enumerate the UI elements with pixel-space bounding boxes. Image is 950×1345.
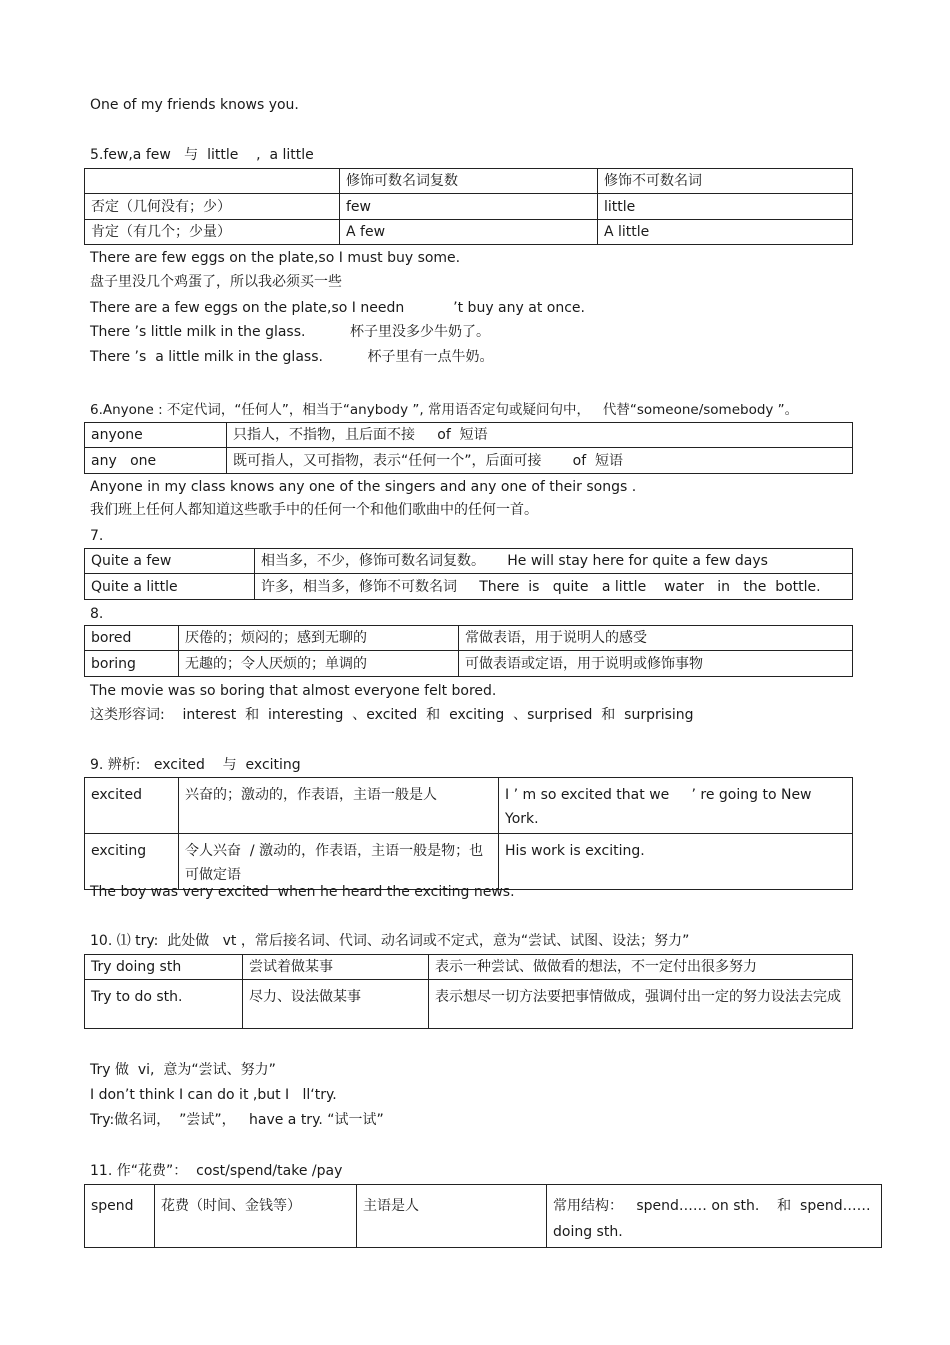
body-line: There are a few eggs on the plate,so I needn ’t buy any at once.: [90, 300, 585, 316]
table-cell: 否定（几何没有；少）: [85, 194, 340, 220]
table-cell: 兴奋的；激动的，作表语，主语一般是人: [179, 778, 499, 834]
table-cell: 无趣的；令人厌烦的；单调的: [179, 651, 459, 677]
table-cell: 许多，相当多，修饰不可数名词 There is quite a little water in the bottle.: [255, 574, 853, 600]
body-line: The movie was so boring that almost everyone felt bored.: [90, 683, 497, 699]
table-row: [85, 574, 853, 600]
section-6-table: [84, 422, 853, 474]
table-cell: A little: [598, 220, 853, 245]
section-7-heading: 7.: [90, 528, 104, 544]
table-cell: Quite a few: [85, 549, 255, 574]
section-8-heading: 8.: [90, 606, 104, 622]
body-line: Try 做 vi, 意为“尝试、努力”: [90, 1062, 276, 1078]
table-cell: 尽力、设法做某事: [243, 980, 429, 1029]
body-line: 盘子里没几个鸡蛋了，所以我必须买一些: [90, 274, 342, 290]
table-row: [85, 778, 853, 834]
section-7-table: [84, 548, 853, 600]
table-cell: 肯定（有几个；少量）: [85, 220, 340, 245]
table-cell: 尝试着做某事: [243, 955, 429, 980]
table-cell: excited: [85, 778, 179, 834]
table-row: [85, 220, 853, 245]
section-11-heading: 11. 作“花费”： cost/spend/take /pay: [90, 1163, 343, 1179]
table-row: [85, 169, 853, 194]
table-cell: 主语是人: [357, 1185, 547, 1248]
table-cell: exciting: [85, 834, 179, 890]
table-cell: any one: [85, 448, 227, 474]
table-row: [85, 448, 853, 474]
table-row: [85, 980, 853, 1029]
table-cell: [85, 169, 340, 194]
table-cell: 令人兴奋 / 激动的，作表语，主语一般是物；也可做定语: [179, 834, 499, 890]
table-cell: 只指人，不指物，且后面不接 of 短语: [227, 423, 853, 448]
body-line: The boy was very excited when he heard the exciting news.: [90, 884, 515, 900]
section-5-table: [84, 168, 853, 245]
table-cell: Try to do sth.: [85, 980, 243, 1029]
table-row: [85, 1185, 882, 1248]
section-11-table: [84, 1184, 882, 1248]
table-cell: 常做表语，用于说明人的感受: [459, 626, 853, 651]
table-cell: Try doing sth: [85, 955, 243, 980]
table-cell: 表示一种尝试、做做看的想法，不一定付出很多努力: [429, 955, 853, 980]
section-6-heading: 6.Anyone : 不定代词，“任何人”，相当于“anybody ”, 常用语否定句或疑问句中， 代替“someone/somebody ”。: [90, 402, 799, 418]
table-cell: boring: [85, 651, 179, 677]
table-cell: 修饰可数名词复数: [340, 169, 598, 194]
table-cell: I ’ m so excited that we ’ re going to New York.: [499, 778, 853, 834]
table-row: [85, 626, 853, 651]
table-row: [85, 651, 853, 677]
body-line: I don’t think I can do it ,but I ll‘try.: [90, 1087, 337, 1103]
table-cell: 厌倦的；烦闷的；感到无聊的: [179, 626, 459, 651]
body-line: There ’s little milk in the glass. 杯子里没多少牛奶了。: [90, 324, 490, 340]
table-cell: 可做表语或定语，用于说明或修饰事物: [459, 651, 853, 677]
table-cell: spend: [85, 1185, 155, 1248]
intro-line: One of my friends knows you.: [90, 97, 299, 113]
table-row: [85, 549, 853, 574]
section-8-table: [84, 625, 853, 677]
table-row: [85, 955, 853, 980]
body-line: 我们班上任何人都知道这些歌手中的任何一个和他们歌曲中的任何一首。: [90, 502, 538, 518]
table-cell: 表示想尽一切方法要把事情做成，强调付出一定的努力设法去完成: [429, 980, 853, 1029]
table-cell: anyone: [85, 423, 227, 448]
table-cell: bored: [85, 626, 179, 651]
body-line: 这类形容词: interest 和 interesting 、excited 和 exciting 、surprised 和 surprising: [90, 707, 694, 723]
table-cell: 修饰不可数名词: [598, 169, 853, 194]
section-10-heading: 10. ⑴ try: 此处做 vt ，常后接名词、代词、动名词或不定式，意为“尝试、试图、设法；努力”: [90, 933, 690, 949]
table-cell: His work is exciting.: [499, 834, 853, 890]
section-5-heading: 5.few,a few 与 little , a little: [90, 147, 314, 163]
section-9-table: [84, 777, 853, 890]
table-cell: few: [340, 194, 598, 220]
table-cell: A few: [340, 220, 598, 245]
table-cell: little: [598, 194, 853, 220]
table-row: [85, 194, 853, 220]
table-cell: 常用结构： spend…… on sth. 和 spend…… doing sth.: [547, 1185, 882, 1248]
body-line: There ’s a little milk in the glass. 杯子里有一点牛奶。: [90, 349, 494, 365]
table-cell: 既可指人，又可指物，表示“任何一个”，后面可接 of 短语: [227, 448, 853, 474]
table-cell: 花费（时间、金钱等）: [155, 1185, 357, 1248]
section-10-table: [84, 954, 853, 1029]
section-9-heading: 9. 辨析: excited 与 exciting: [90, 757, 301, 773]
body-line: There are few eggs on the plate,so I must buy some.: [90, 250, 461, 266]
table-cell: Quite a little: [85, 574, 255, 600]
body-line: Try:做名词， ”尝试”， have a try. “试一试”: [90, 1112, 384, 1128]
table-cell: 相当多，不少，修饰可数名词复数。 He will stay here for quite a few days: [255, 549, 853, 574]
table-row: [85, 834, 853, 890]
body-line: Anyone in my class knows any one of the singers and any one of their songs .: [90, 479, 637, 495]
table-row: [85, 423, 853, 448]
